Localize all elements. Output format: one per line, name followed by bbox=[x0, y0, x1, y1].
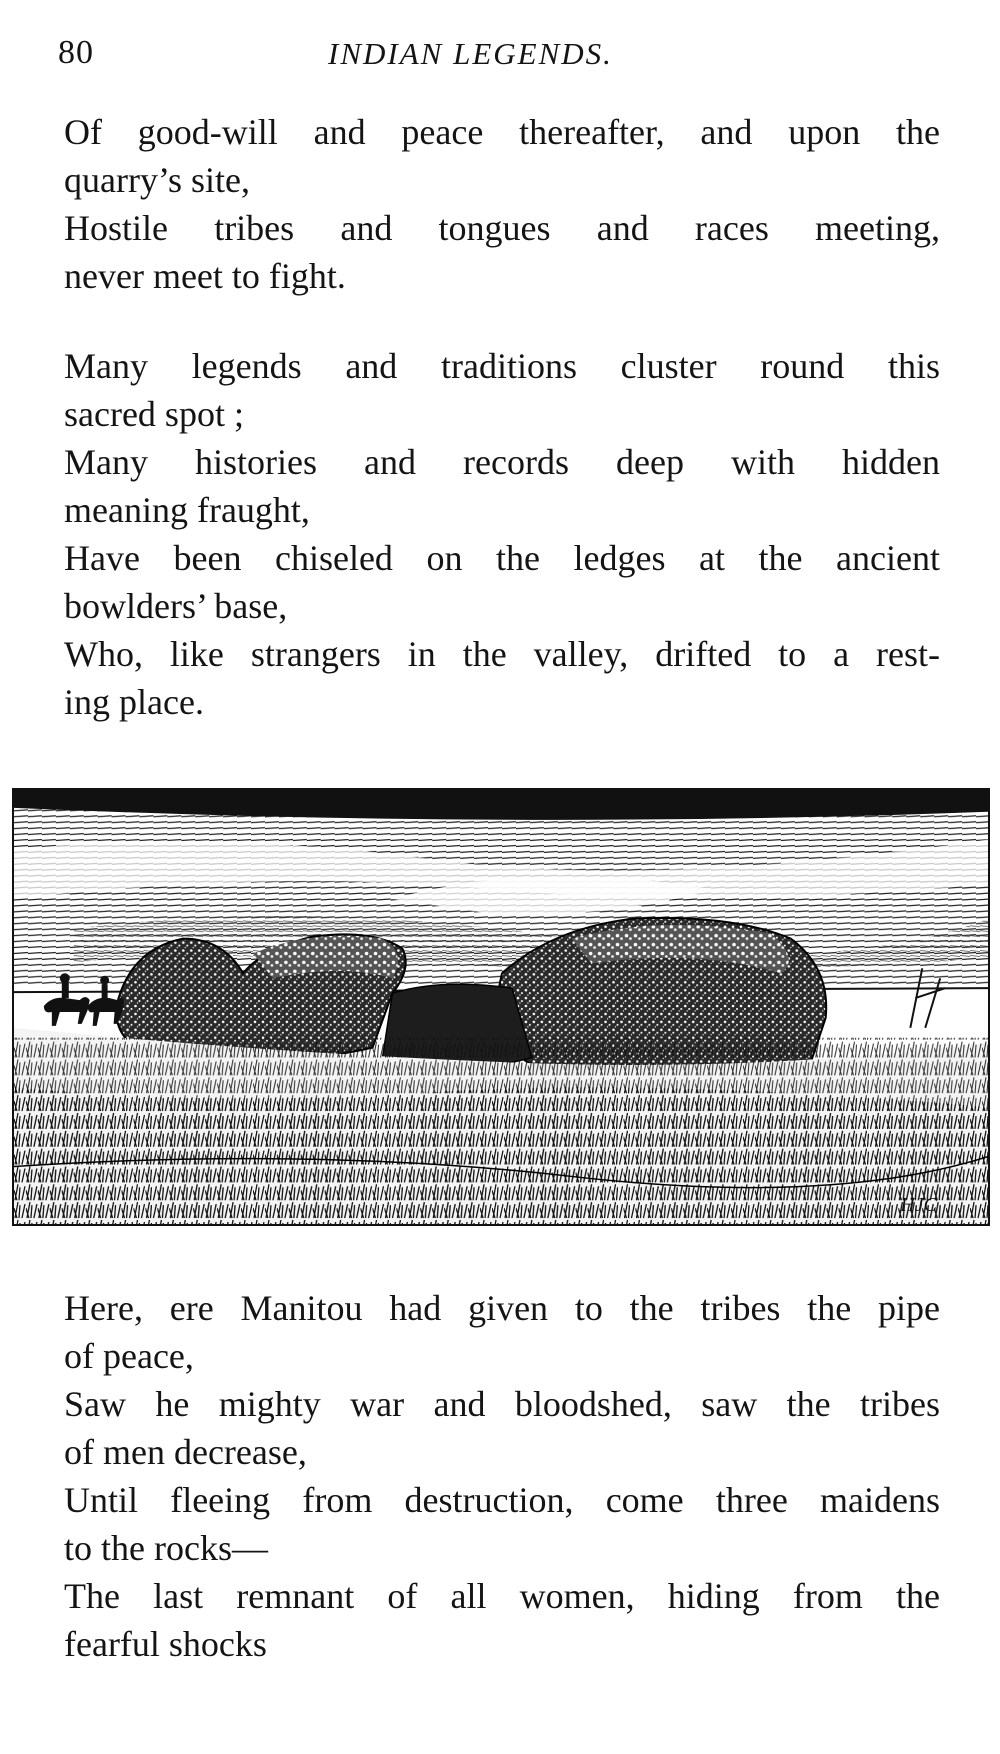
verse-line bbox=[64, 1572, 940, 1668]
verse-line bbox=[64, 1380, 940, 1476]
verse-line-continuation: to the rocks— bbox=[64, 1528, 268, 1568]
verse-line-text: The last remnant of all women, hiding from the bbox=[64, 1576, 940, 1616]
verse-line bbox=[64, 108, 940, 204]
verse-line-continuation: never meet to fight. bbox=[64, 256, 346, 296]
stanza-2 bbox=[64, 342, 940, 726]
verse-line-text: Hostile tribes and tongues and races meeting, bbox=[64, 208, 940, 248]
verse-line-continuation: ing place. bbox=[64, 682, 204, 722]
page-number: 80 bbox=[58, 34, 94, 71]
stanza-1 bbox=[64, 108, 940, 300]
verse-line-continuation: of peace, bbox=[64, 1336, 194, 1376]
running-title: INDIAN LEGENDS. bbox=[328, 36, 613, 71]
verse-line bbox=[64, 342, 940, 438]
verse-line-continuation: fearful shocks bbox=[64, 1624, 267, 1664]
verse-line-text: Who, like strangers in the valley, drifted to a rest- bbox=[64, 634, 940, 674]
verse-line bbox=[64, 630, 940, 726]
verse-line-continuation: meaning fraught, bbox=[64, 490, 310, 530]
verse-line-text: Saw he mighty war and bloodshed, saw the tribes bbox=[64, 1384, 940, 1424]
page-header bbox=[58, 34, 938, 84]
verse-line-text: Many legends and traditions cluster round this bbox=[64, 346, 940, 386]
verse-line bbox=[64, 204, 940, 300]
verse-line bbox=[64, 1284, 940, 1380]
boulders-engraving bbox=[12, 788, 990, 1226]
verse-line bbox=[64, 1476, 940, 1572]
stanza-3 bbox=[64, 1284, 940, 1668]
verse-line bbox=[64, 534, 940, 630]
engraving-drawing bbox=[14, 790, 988, 1224]
verse-line-text: Until fleeing from destruction, come three maidens bbox=[64, 1480, 940, 1520]
verse-line-continuation: of men decrease, bbox=[64, 1432, 307, 1472]
artist-signature: HJC bbox=[900, 1194, 937, 1217]
verse-line-continuation: sacred spot ; bbox=[64, 394, 244, 434]
verse-line-text: Have been chiseled on the ledges at the ancient bbox=[64, 538, 940, 578]
verse-line-text: Many histories and records deep with hidden bbox=[64, 442, 940, 482]
verse-line-continuation: bowlders’ base, bbox=[64, 586, 288, 626]
verse-line-text: Here, ere Manitou had given to the tribes the pipe bbox=[64, 1288, 940, 1328]
verse-line-text: Of good-will and peace thereafter, and upon the bbox=[64, 112, 940, 152]
verse-line-continuation: quarry’s site, bbox=[64, 160, 250, 200]
verse-line bbox=[64, 438, 940, 534]
